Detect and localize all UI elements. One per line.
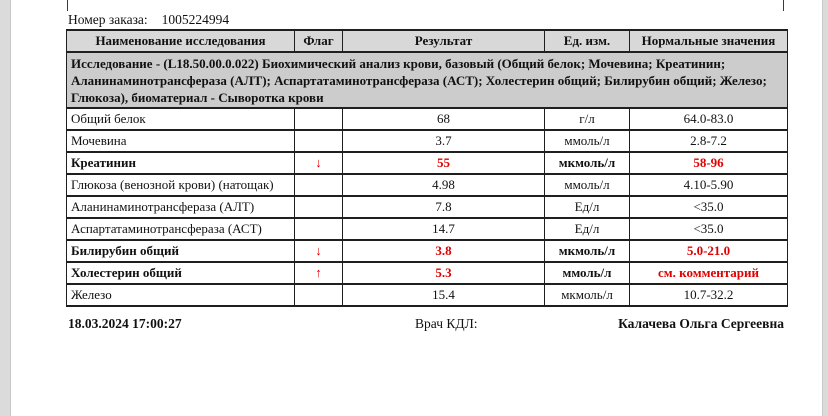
table-row [67, 108, 788, 130]
normal-range-cell: 58-96 [630, 152, 788, 174]
flag-cell [295, 174, 343, 196]
column-header-normal: Нормальные значения [630, 30, 788, 52]
result-cell: 68 [343, 108, 545, 130]
unit-cell: г/л [545, 108, 630, 130]
unit-cell: мкмоль/л [545, 284, 630, 306]
analyte-name-cell: Билирубин общий [67, 240, 295, 262]
flag-cell: ↓ [295, 152, 343, 174]
result-cell: 55 [343, 152, 545, 174]
result-cell: 4.98 [343, 174, 545, 196]
flag-cell [295, 108, 343, 130]
flag-cell: ↓ [295, 240, 343, 262]
previous-section-right-border [783, 0, 784, 11]
report-footer [0, 316, 828, 334]
normal-range-cell: 2.8-7.2 [630, 130, 788, 152]
normal-range-cell: 5.0-21.0 [630, 240, 788, 262]
unit-cell: ммоль/л [545, 262, 630, 284]
table-row [67, 152, 788, 174]
normal-range-cell: 10.7-32.2 [630, 284, 788, 306]
analyte-name-cell: Железо [67, 284, 295, 306]
analyte-name-cell: Общий белок [67, 108, 295, 130]
unit-cell: ммоль/л [545, 130, 630, 152]
flag-cell [295, 196, 343, 218]
flag-cell [295, 218, 343, 240]
column-header-result: Результат [343, 30, 545, 52]
table-row [67, 284, 788, 306]
unit-cell: мкмоль/л [545, 240, 630, 262]
previous-section-left-border [67, 0, 68, 11]
result-cell: 7.8 [343, 196, 545, 218]
table-row [67, 262, 788, 284]
page-left-margin [0, 0, 11, 416]
analyte-name-cell: Аланинаминотрансфераза (АЛТ) [67, 196, 295, 218]
lab-results-table [66, 29, 788, 307]
analyte-name-cell: Мочевина [67, 130, 295, 152]
normal-range-cell: 4.10-5.90 [630, 174, 788, 196]
unit-cell: Ед/л [545, 218, 630, 240]
column-header-flag: Флаг [295, 30, 343, 52]
order-number-value: 1005224994 [161, 12, 230, 27]
study-description-row [67, 52, 788, 108]
column-header-unit: Ед. изм. [545, 30, 630, 52]
unit-cell: ммоль/л [545, 174, 630, 196]
table-row [67, 240, 788, 262]
table-row [67, 196, 788, 218]
order-number-line [68, 12, 229, 28]
analyte-name-cell: Глюкоза (венозной крови) (натощак) [67, 174, 295, 196]
flag-cell [295, 130, 343, 152]
flag-cell [295, 284, 343, 306]
normal-range-cell: <35.0 [630, 196, 788, 218]
normal-range-cell: 64.0-83.0 [630, 108, 788, 130]
table-header-row [67, 30, 788, 52]
analyte-name-cell: Креатинин [67, 152, 295, 174]
unit-cell: мкмоль/л [545, 152, 630, 174]
table-row [67, 218, 788, 240]
column-header-name: Наименование исследования [67, 30, 295, 52]
order-number-label: Номер заказа: [68, 12, 148, 27]
result-cell: 3.7 [343, 130, 545, 152]
flag-cell: ↑ [295, 262, 343, 284]
result-cell: 3.8 [343, 240, 545, 262]
analyte-name-cell: Аспартатаминотрансфераза (АСТ) [67, 218, 295, 240]
study-description-text: Исследование - (L18.50.00.0.022) Биохимический анализ крови, базовый (Общий белок; Мочевина; Креатинин; Аланинаминотрансфераза (АЛТ); Аспартатаминотрансфераза (АСТ); Холестерин общий; Билирубин общий; Железо; Глюкоза), биоматериал - Сыворотка крови [67, 52, 788, 108]
normal-range-cell: <35.0 [630, 218, 788, 240]
result-cell: 15.4 [343, 284, 545, 306]
result-cell: 14.7 [343, 218, 545, 240]
doctor-name: Калачева Ольга Сергеевна [618, 316, 784, 331]
normal-range-cell: см. комментарий [630, 262, 788, 284]
report-datetime: 18.03.2024 17:00:27 [68, 316, 182, 331]
result-cell: 5.3 [343, 262, 545, 284]
unit-cell: Ед/л [545, 196, 630, 218]
doctor-label: Врач КДЛ: [415, 316, 478, 331]
table-row [67, 130, 788, 152]
table-row [67, 174, 788, 196]
page-right-margin [822, 0, 828, 416]
analyte-name-cell: Холестерин общий [67, 262, 295, 284]
